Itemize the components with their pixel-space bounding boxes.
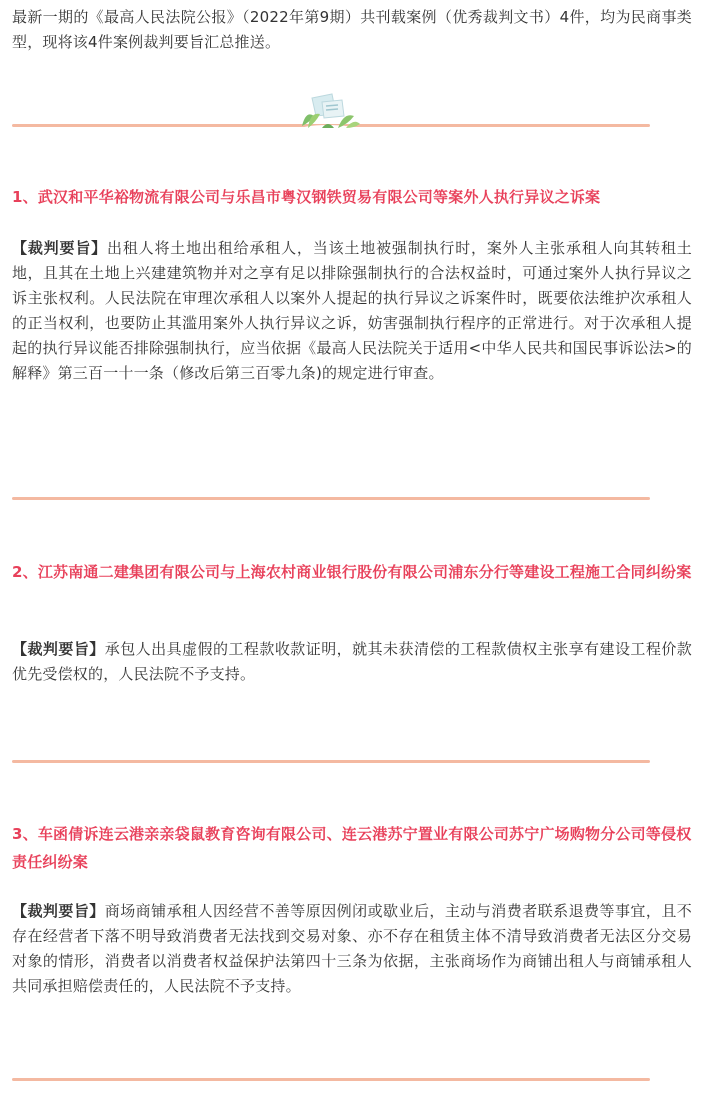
case-3-label: 【裁判要旨】 [12,902,105,920]
intro-paragraph: 最新一期的《最高人民法院公报》（2022年第9期）共刊载案例（优秀裁判文书）4件，均为民商事类型，现将该4件案例裁判要旨汇总推送。 [12,8,692,51]
case-2-title: 2、江苏南通二建集团有限公司与上海农村商业银行股份有限公司浦东分行等建设工程施工合同纠纷案 [12,563,692,581]
case-2-text: 承包人出具虚假的工程款收款证明，就其未获清偿的工程款债权主张享有建设工程价款优先受偿权的，人民法院不予支持。 [12,640,692,683]
case-3-title: 3、车函倩诉连云港亲亲袋鼠教育咨询有限公司、连云港苏宁置业有限公司苏宁广场购物分公司等侵权责任纠纷案 [12,825,692,871]
case-3-text: 商场商铺承租人因经营不善等原因例闭或歇业后，主动与消费者联系退费等事宜，且不存在经营者下落不明导致消费者无法找到交易对象、亦不存在租赁主体不清导致消费者无法区分交易对象的情形，消费者以消费者权益保护法第四十三条为依据，主张商场作为商铺出租人与商铺承租人共同承担赔偿责任的，人民法院不予支持。 [12,902,692,995]
case-3-summary [12,899,692,999]
section-divider-1 [12,497,650,500]
case-1-label: 【裁判要旨】 [12,239,107,257]
section-divider-2 [12,760,650,763]
case-2-label: 【裁判要旨】 [12,640,105,658]
case-2-summary [12,637,692,687]
case-1-text: 出租人将土地出租给承租人，当该土地被强制执行时，案外人主张承租人向其转租土地，且其在土地上兴建建筑物并对之享有足以排除强制执行的合法权益时，可通过案外人执行异议之诉主张权利。人民法院在审理次承租人以案外人提起的执行异议之诉案件时，既要依法维护次承租人的正当权利，也要防止其滥用案外人执行异议之诉，妨害强制执行程序的正常进行。对于次承租人提起的执行异议能否排除强制执行，应当依据《最高人民法院关于适用<中华人民共和国民事诉讼法>的解释》第三百一十一条（修改后第三百零九条)的规定进行审查。 [12,239,693,382]
book-plant-icon [288,86,368,138]
section-divider-3 [12,1078,650,1081]
case-1-title: 1、武汉和平华裕物流有限公司与乐昌市粤汉钢铁贸易有限公司等案外人执行异议之诉案 [12,188,601,206]
case-1-summary [12,236,692,386]
